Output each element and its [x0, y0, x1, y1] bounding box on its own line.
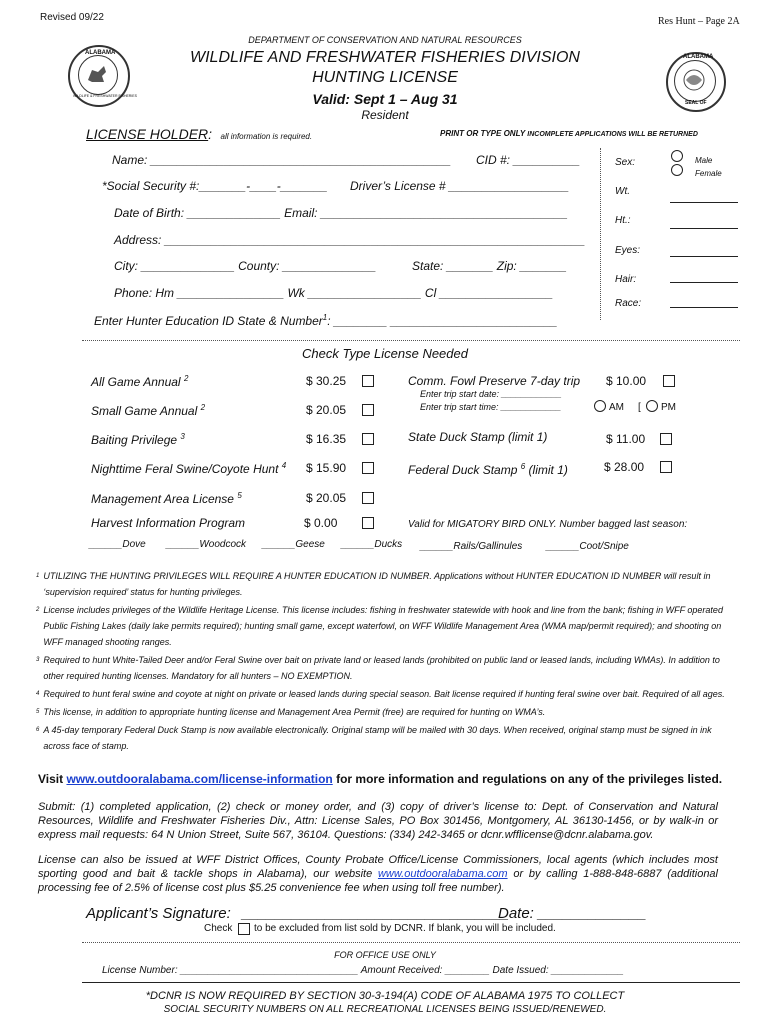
weight-label: Wt. — [615, 186, 630, 197]
comm-fowl-label: Comm. Fowl Preserve 7-day trip — [408, 374, 581, 388]
logo-bottom-text: WILDLIFE & FRESHWATER FISHERIES — [73, 94, 137, 98]
male-label: Male — [695, 156, 713, 165]
cid-field[interactable]: CID #: __________ — [476, 153, 581, 167]
footnote-number: 2 — [36, 607, 40, 613]
office-divider-bottom — [82, 982, 740, 983]
footnote-text: Required to hunt White-Tailed Deer and/or Feral Swine over bait on private land or leased lands (prohibited on public land or leased lands, including WMAs). In addition to other required hunting licenses. Mandatory for all hunters – NO EXEMPTION. — [43, 655, 720, 681]
signature-label: Applicant’s Signature: — [86, 905, 231, 922]
hair-label: Hair: — [615, 274, 637, 285]
name-field[interactable]: Name: _____________________________________________ — [112, 153, 451, 167]
footnote — [36, 652, 736, 684]
license-holder-heading — [86, 126, 312, 144]
pm-radio[interactable] — [646, 400, 658, 412]
license-sup: 5 — [237, 491, 242, 500]
footnote-number: 1 — [36, 573, 40, 579]
hunter-education-label: Enter Hunter Education ID State & Number — [94, 314, 323, 328]
am-bracket: [ — [638, 402, 641, 413]
federal-duck-limit: (limit 1) — [528, 463, 568, 477]
height-label: Ht.: — [615, 215, 631, 226]
issued-info — [38, 853, 718, 895]
federal-duck-checkbox[interactable] — [660, 461, 672, 473]
visit-line — [38, 772, 722, 786]
am-radio[interactable] — [594, 400, 606, 412]
footnotes — [36, 568, 736, 754]
management-area-checkbox[interactable] — [362, 492, 374, 504]
all-game-checkbox[interactable] — [362, 375, 374, 387]
hunter-education-blanks: : ________ _________________________ — [327, 314, 558, 328]
division-name: WILDLIFE AND FRESHWATER FISHERIES DIVISION — [190, 49, 580, 66]
federal-duck-sup: 6 — [520, 462, 526, 471]
footnote-number: 4 — [36, 691, 40, 697]
physical-divider — [600, 148, 601, 320]
check-post: to be excluded from list sold by DCNR. If blank, you will be included. — [254, 923, 556, 934]
date-field[interactable]: Date: _____________ — [498, 905, 647, 922]
signature-line[interactable]: ________________________________ — [242, 905, 509, 922]
seal-top-text: ALABAMA — [683, 54, 714, 60]
race-label: Race: — [615, 298, 642, 309]
bird-ducks[interactable]: ______Ducks — [341, 539, 403, 550]
feral-swine-checkbox[interactable] — [362, 462, 374, 474]
trip-time-field[interactable]: Enter trip start time: ____________ — [420, 402, 562, 412]
seal-emblem-icon — [680, 66, 708, 94]
license-sup: 2 — [183, 374, 189, 383]
bird-rails[interactable]: ______Rails/Gallinules — [420, 541, 523, 552]
hair-input-line[interactable] — [670, 282, 738, 283]
am-label: AM — [609, 402, 624, 413]
footnote-text: A 45-day temporary Federal Duck Stamp is now available electronically. Original stamp will be mailed with 30 days. When received, original stamp must be signed in ink across face of stamp. — [43, 725, 712, 751]
comm-fowl-checkbox[interactable] — [663, 375, 675, 387]
print-note — [440, 129, 698, 138]
bird-geese[interactable]: ______Geese — [262, 539, 325, 550]
valid-dates: Valid: Sept 1 – Aug 31 — [312, 91, 458, 107]
license-holder-colon: : — [208, 126, 213, 142]
logo-top-text: ALABAMA — [85, 50, 116, 56]
license-price: $ 0.00 — [304, 516, 338, 530]
bird-woodcock[interactable]: ______Woodcock — [166, 539, 247, 550]
footnote — [36, 602, 736, 650]
outdooralabama-link[interactable]: www.outdooralabama.com — [377, 868, 508, 880]
license-name: Small Game Annual — [91, 404, 198, 418]
section-divider — [82, 340, 740, 341]
migratory-note: Valid for MIGATORY BIRD ONLY. Number bagged last season: — [408, 519, 688, 530]
license-name: Management Area License — [91, 492, 234, 506]
height-input-line[interactable] — [670, 228, 738, 229]
license-feral-swine — [91, 461, 286, 476]
eyes-input-line[interactable] — [670, 256, 738, 257]
issued-pre: License can also be issued at WFF District Offices, County Probate Office/License Commissioners, local agents (which includes most sporting good and bait & tackle shops in Alabama), our website — [38, 854, 718, 880]
deer-icon — [84, 62, 110, 86]
license-price: $ 30.25 — [306, 374, 347, 388]
ssn-notice: SOCIAL SECURITY NUMBERS ON ALL RECREATIONAL LICENSES BEING ISSUED/RENEWED. — [163, 1004, 607, 1015]
license-name: All Game Annual — [91, 375, 181, 389]
bird-dove[interactable]: ______Dove — [89, 539, 146, 550]
office-divider-top — [82, 942, 740, 943]
print-note-rest: INCOMPLETE APPLICATIONS WILL BE RETURNED — [527, 131, 698, 138]
race-input-line[interactable] — [670, 307, 738, 308]
license-management-area — [91, 491, 242, 506]
female-label: Female — [695, 169, 722, 178]
license-holder-label: LICENSE HOLDER — [86, 126, 209, 142]
wff-logo — [68, 45, 137, 107]
footnote-text: License includes privileges of the Wildlife Heritage License. This license includes: fishing in freshwater statewide with hook and line from the bank; fishing in WFF operated Public Fishing Lakes (daily lake permits required); hunting small game, except waterfowl, on WFF Wildlife Management Area (WMA map/permit required); and shooting on WFF managed shooting ranges. — [43, 605, 723, 647]
form-title: HUNTING LICENSE — [312, 69, 458, 86]
license-info-link[interactable]: www.outdooralabama.com/license-information — [66, 772, 333, 786]
license-name: Baiting Privilege — [91, 433, 178, 447]
bird-coot[interactable]: ______Coot/Snipe — [546, 541, 629, 552]
sex-label: Sex: — [615, 157, 636, 168]
submit-instructions: Submit: (1) completed application, (2) check or money order, and (3) copy of driver’s license to: Dept. of Conservation and Natural Resources, Wildlife and Freshwater Fisheries Div., Attn: License Sales, PO Box 301456, Montgomery, AL 36130-1456, or by walk-in or express mail requests: 64 N Union Street, Suite 567, 36104. Questions: (334) 242-3465 or dcnr.wfflicense@dcnr.alabama.gov. — [38, 801, 718, 841]
license-name: Nighttime Feral Swine/Coyote Hunt — [91, 462, 279, 476]
phone-field[interactable]: Phone: Hm ________________ Wk _________________ Cl _________________ — [114, 286, 554, 300]
license-sup: 3 — [180, 432, 185, 441]
federal-duck-price: $ 28.00 — [604, 460, 645, 474]
footnote — [36, 568, 736, 600]
small-game-checkbox[interactable] — [362, 404, 374, 416]
revised-date: Revised 09/22 — [40, 12, 104, 23]
footnote — [36, 704, 736, 720]
license-sup: 2 — [200, 403, 206, 412]
license-sup: 4 — [281, 461, 287, 470]
footnote — [36, 722, 736, 754]
office-fields: License Number: ________________________________ Amount Received: ________ Date Issued: _____________ — [102, 965, 624, 976]
license-baiting — [91, 432, 185, 447]
trip-date-field[interactable]: Enter trip start date: ____________ — [420, 389, 562, 399]
male-radio[interactable] — [671, 150, 683, 162]
check-pre: Check — [204, 923, 233, 934]
seal-bottom-text: SEAL OF — [685, 100, 707, 106]
federal-duck-name: Federal Duck Stamp — [408, 463, 518, 477]
weight-input-line[interactable] — [670, 202, 738, 203]
license-price: $ 20.05 — [306, 403, 347, 417]
footnote-text: This license, in addition to appropriate hunting license and Management Area Permit (free) are required for hunting on WMA’s. — [43, 707, 546, 717]
eyes-label: Eyes: — [615, 245, 641, 256]
hunter-education-field[interactable] — [94, 313, 557, 328]
drivers-license-field[interactable]: Driver’s License # __________________ — [350, 179, 570, 193]
visit-post: for more information and regulations on any of the privileges listed. — [332, 772, 723, 786]
dob-email-field[interactable]: Date of Birth: ______________ Email: _____________________________________ — [114, 206, 568, 220]
license-name: Harvest Information Program — [91, 516, 246, 530]
footnote-text: Required to hunt feral swine and coyote at night on private or leased lands during special season. Bait license required if hunting feral swine over bait. Required of all ages. — [43, 689, 725, 699]
dcnr-notice: *DCNR IS NOW REQUIRED BY SECTION 30-3-194(A) CODE OF ALABAMA 1975 TO COLLECT — [145, 990, 625, 1002]
comm-fowl-price: $ 10.00 — [606, 374, 647, 388]
ssn-field[interactable]: *Social Security #:_______-____-_______ — [102, 179, 328, 193]
license-small-game — [91, 403, 205, 418]
license-type-heading: Check Type License Needed — [302, 346, 468, 361]
visit-pre: Visit — [38, 772, 67, 786]
harvest-info-checkbox[interactable] — [362, 517, 374, 529]
state-duck-price: $ 11.00 — [606, 432, 646, 446]
license-harvest-info — [91, 516, 245, 530]
state-duck-checkbox[interactable] — [660, 433, 672, 445]
exclude-checkbox[interactable] — [238, 923, 250, 935]
female-radio[interactable] — [671, 164, 683, 176]
hunter-education-sup: 1 — [322, 313, 328, 322]
state-zip-field[interactable]: State: _______ Zip: _______ — [412, 259, 567, 273]
print-note-bold: PRINT OR TYPE ONLY — [440, 129, 526, 138]
issued-post: or by calling 1-888-848-6887 (additional processing fee of 2.5% of license cost plus $5.25 convenience fee when using toll free number). — [38, 868, 718, 894]
license-price: $ 15.90 — [306, 461, 347, 475]
city-county-field[interactable]: City: ______________ County: ______________ — [114, 259, 377, 273]
state-seal — [666, 52, 726, 112]
footnote — [36, 686, 736, 702]
department-name: DEPARTMENT OF CONSERVATION AND NATURAL RESOURCES — [248, 35, 522, 45]
footnote-text: UTILIZING THE HUNTING PRIVILEGES WILL REQUIRE A HUNTER EDUCATION ID NUMBER. Applications without HUNTER EDUCATION ID NUMBER will result in ‘supervision required’ status for hunting privileges. — [43, 571, 711, 597]
baiting-checkbox[interactable] — [362, 433, 374, 445]
pm-label: PM — [661, 402, 676, 413]
address-field[interactable]: Address: _______________________________________________________________ — [114, 233, 586, 247]
license-price: $ 16.35 — [306, 432, 347, 446]
federal-duck-label — [408, 462, 568, 477]
footnote-number: 5 — [36, 709, 40, 715]
state-duck-label: State Duck Stamp (limit 1) — [408, 430, 548, 444]
footnote-number: 6 — [36, 727, 40, 733]
license-price: $ 20.05 — [306, 491, 347, 505]
office-heading: FOR OFFICE USE ONLY — [334, 950, 436, 960]
resident-label: Resident — [361, 108, 409, 122]
required-note: all information is required. — [220, 132, 313, 141]
footnote-number: 3 — [36, 657, 40, 663]
license-all-game — [91, 374, 188, 389]
page-reference: Res Hunt – Page 2A — [658, 16, 740, 27]
